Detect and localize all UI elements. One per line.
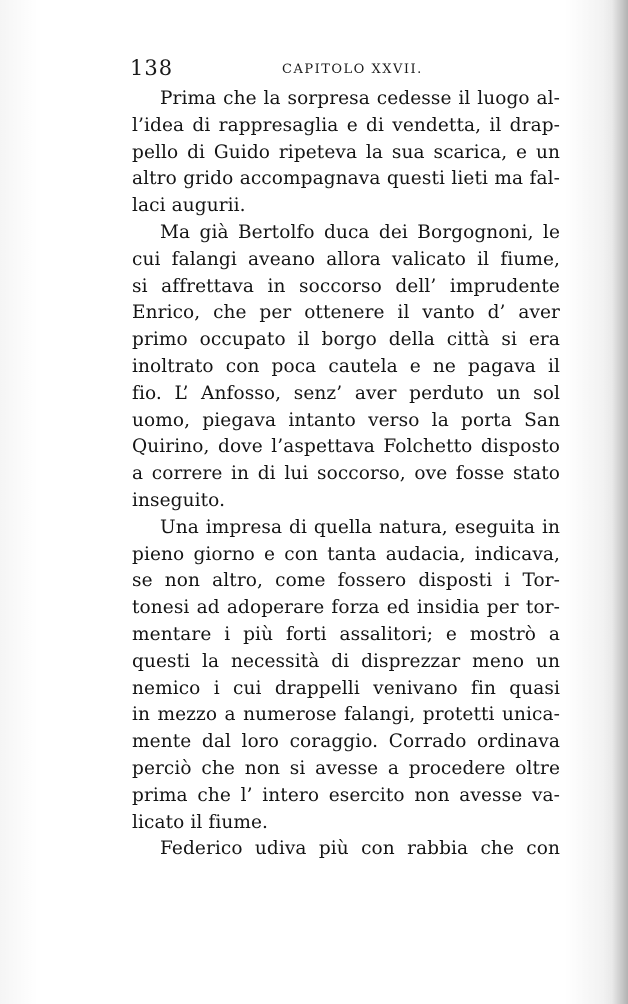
text-line: pello di Guido ripeteva la sua scarica, e un <box>132 141 560 163</box>
text-line: tonesi ad adoperare forza ed insidia per tor- <box>132 597 560 619</box>
text-line: pieno giorno e con tanta audacia, indicava, <box>132 543 560 565</box>
text-line: prima che l’ intero esercito non avesse va- <box>132 784 560 806</box>
text-line: mente dal loro coraggio. Corrado ordinava <box>132 731 560 753</box>
text-line: Ma già Bertolfo duca dei Borgognoni, le <box>160 221 560 243</box>
page-header <box>130 56 560 86</box>
text-line: cui falangi aveano allora valicato il fiume, <box>132 248 560 270</box>
text-line: mentare i più forti assalitori; e mostrò a <box>132 623 560 645</box>
text-line: se non altro, come fossero disposti i Tor- <box>132 570 560 592</box>
binding-shadow <box>612 0 628 1004</box>
text-line: Quirino, dove l’aspettava Folchetto disposto <box>132 436 560 458</box>
text-line: inoltrato con poca cautela e ne pagava il <box>132 355 560 377</box>
text-line: Prima che la sorpresa cedesse il luogo al- <box>160 88 560 109</box>
text-line: si affrettava in soccorso dell’ imprudente <box>132 275 560 297</box>
text-line: perciò che non si avesse a procedere oltre <box>132 757 560 779</box>
text-line: fio. L’ Anfosso, senz’ aver perduto un sol <box>132 382 560 404</box>
text-line: inseguito. <box>132 489 226 511</box>
text-line: a correre in di lui soccorso, ove fosse stato <box>132 463 560 485</box>
text-line: in mezzo a numerose falangi, protetti unica- <box>132 704 560 726</box>
running-head: CAPITOLO XXVII. <box>282 62 423 77</box>
text-line: questi la necessità di disprezzar meno un <box>132 650 560 672</box>
text-line: licato il fiume. <box>132 811 269 833</box>
body-text <box>132 86 560 863</box>
text-line: Una impresa di quella natura, eseguita in <box>160 516 560 538</box>
text-line: Enrico, che per ottenere il vanto d’ aver <box>132 302 560 324</box>
text-line: uomo, piegava intanto verso la porta San <box>132 409 560 431</box>
text-line: laci augurii. <box>132 195 246 217</box>
page-number: 138 <box>130 56 174 80</box>
text-line: Federico udiva più con rabbia che con <box>160 838 560 860</box>
text-line: altro grido accompagnava questi lieti ma fal- <box>132 168 560 190</box>
text-line: l’idea di rappresaglia e di vendetta, il drap- <box>132 114 560 136</box>
text-line: primo occupato il borgo della città si era <box>132 329 560 351</box>
text-line: nemico i cui drappelli venivano fin quasi <box>132 677 560 699</box>
